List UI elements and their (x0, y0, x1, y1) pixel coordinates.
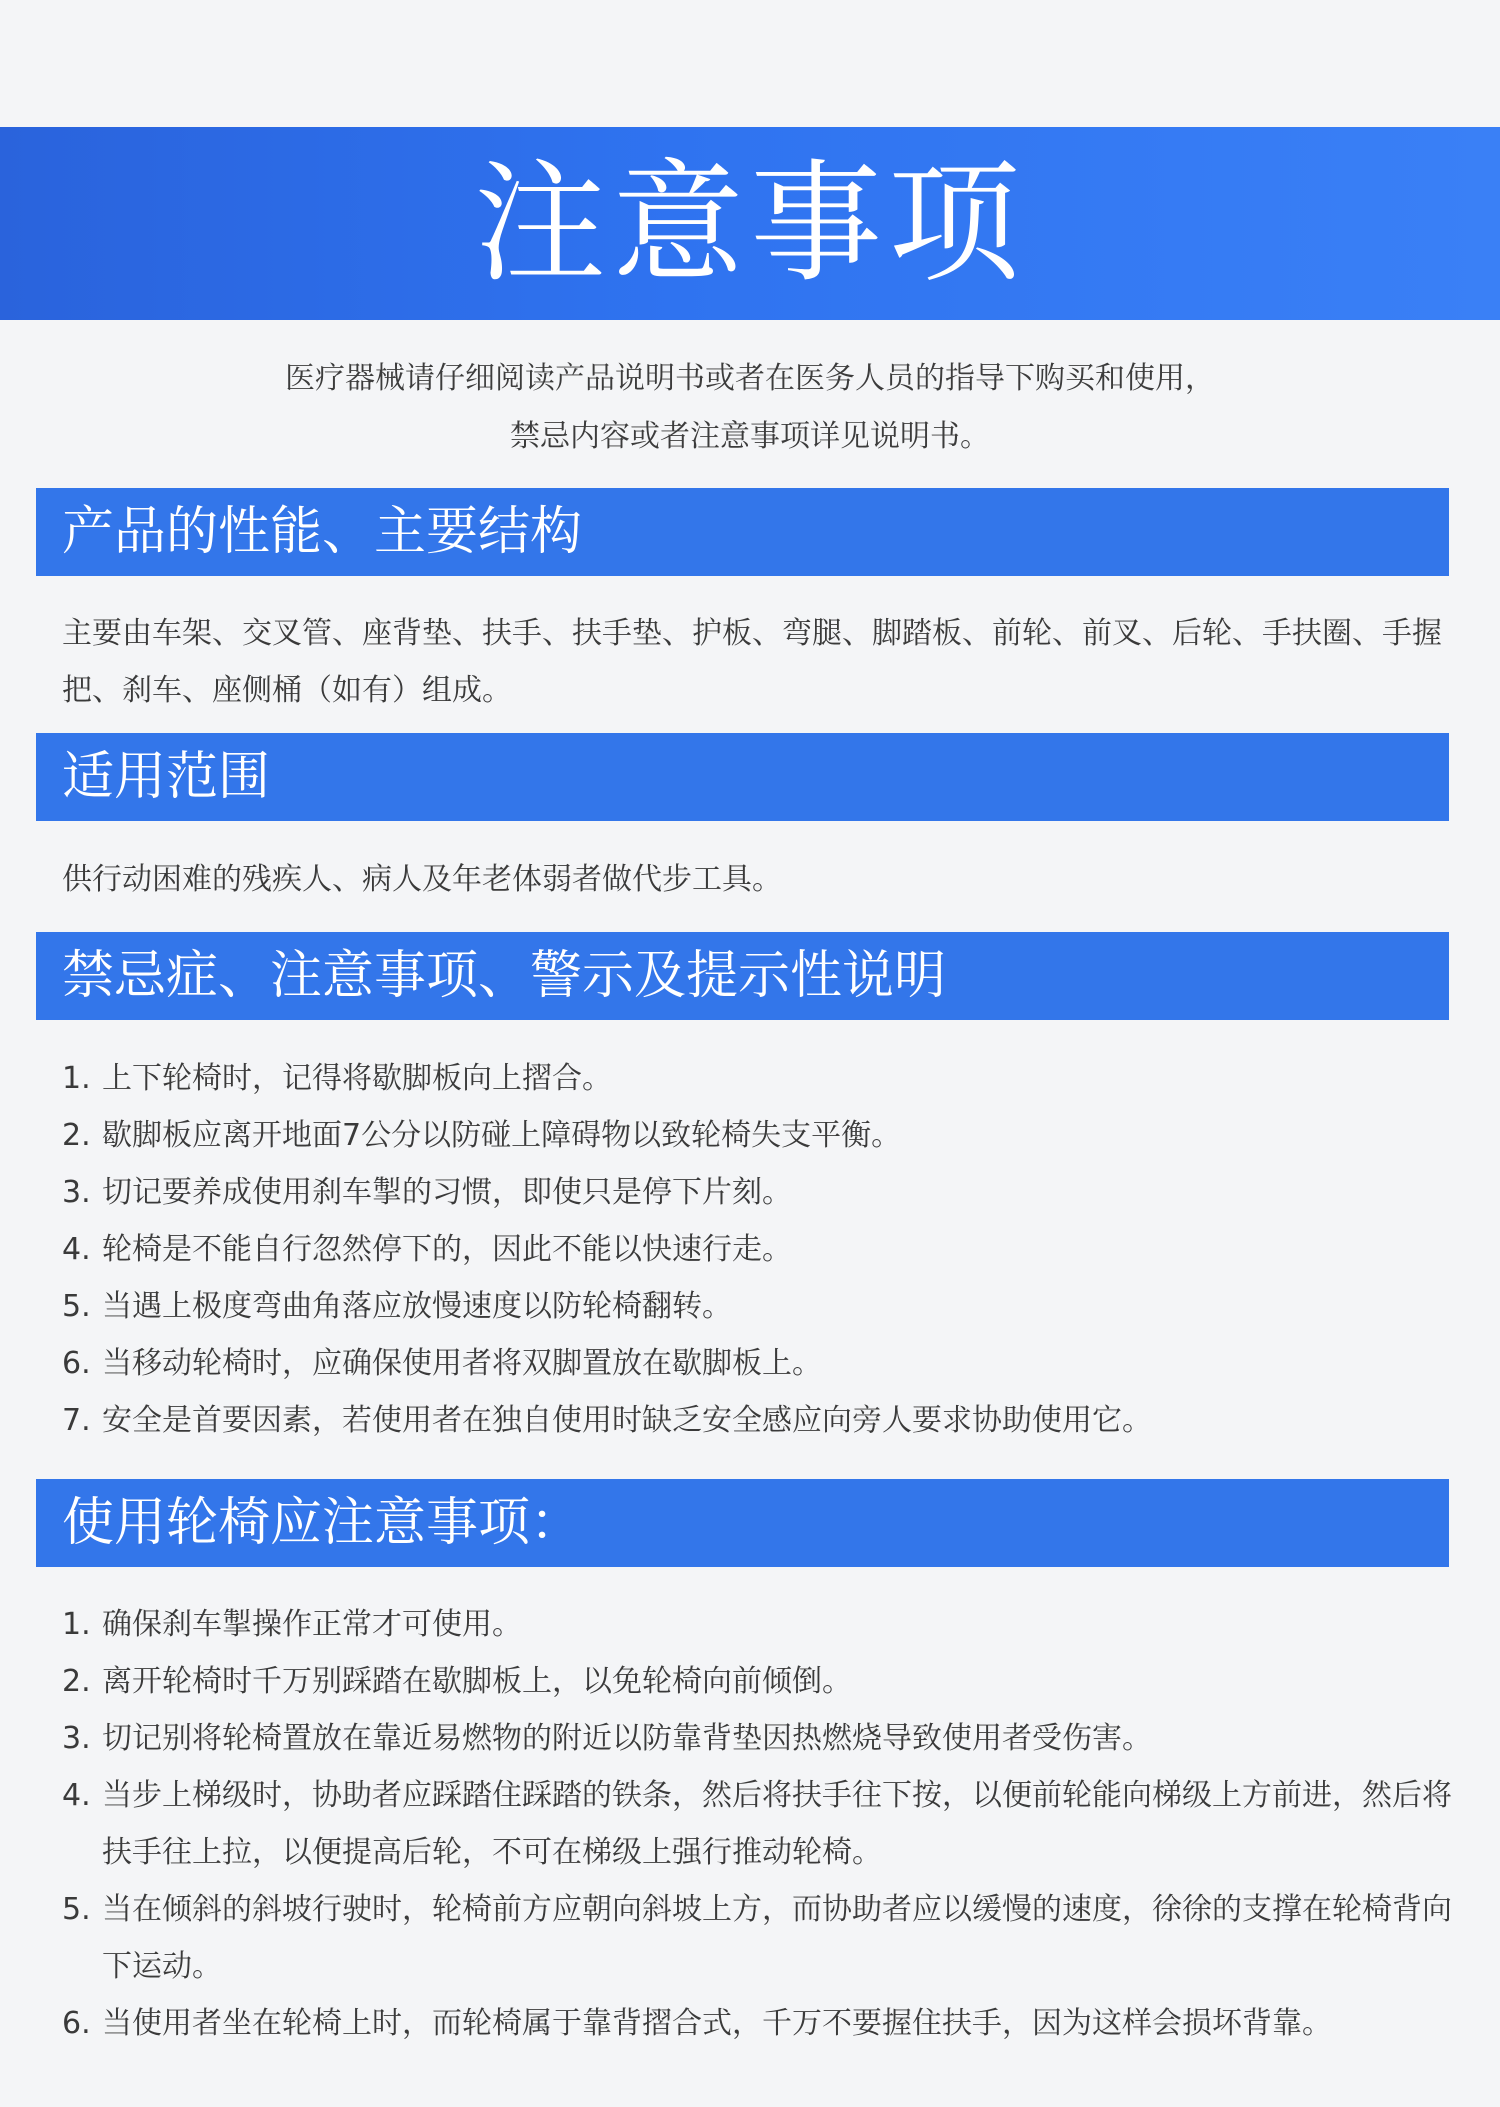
list-item: 6. 当移动轮椅时，应确保使用者将双脚置放在歇脚板上。 (62, 1346, 822, 1381)
list-item: 2. 歇脚板应离开地面7公分以防碰上障碍物以致轮椅失支平衡。 (62, 1118, 902, 1153)
scope-text: 供行动困难的残疾人、病人及年老体弱者做代步工具。 (62, 862, 782, 897)
section-title-scope: 适用范围 (62, 747, 271, 807)
list-item: 4. 当步上梯级时，协助者应踩踏住踩踏的铁条，然后将扶手往下按，以便前轮能向梯级上方前进，然后将扶手往上拉，以便提高后轮，不可在梯级上强行推动轮椅。 (62, 1778, 1452, 1870)
list-item: 1. 确保刹车掣操作正常才可使用。 (62, 1607, 522, 1642)
intro-line-2: 禁忌内容或者注意事项详见说明书。 (510, 419, 990, 454)
hero-banner (0, 127, 1500, 320)
usage-list (62, 1596, 1452, 2052)
section-header-scope (36, 733, 1449, 821)
section-header-structure (36, 488, 1449, 576)
intro-notice (0, 350, 1500, 466)
list-item: 2. 离开轮椅时千万别踩踏在歇脚板上，以免轮椅向前倾倒。 (62, 1664, 852, 1699)
page-title: 注意事项 (474, 146, 1026, 301)
contraindications-list (62, 1050, 1452, 1449)
section-title-contraindications: 禁忌症、注意事项、警示及提示性说明 (62, 946, 947, 1006)
list-item: 4. 轮椅是不能自行忽然停下的，因此不能以快速行走。 (62, 1232, 792, 1267)
list-item: 6. 当使用者坐在轮椅上时，而轮椅属于靠背摺合式，千万不要握住扶手，因为这样会损坏背靠。 (62, 2006, 1332, 2041)
structure-text: 主要由车架、交叉管、座背垫、扶手、扶手垫、护板、弯腿、脚踏板、前轮、前叉、后轮、手扶圈、手握把、刹车、座侧桶（如有）组成。 (62, 616, 1442, 708)
list-item: 5. 当在倾斜的斜坡行驶时，轮椅前方应朝向斜坡上方，而协助者应以缓慢的速度，徐徐的支撑在轮椅背向下运动。 (62, 1892, 1452, 1984)
section-header-usage (36, 1479, 1449, 1567)
section-title-structure: 产品的性能、主要结构 (62, 502, 583, 562)
list-item: 3. 切记要养成使用刹车掣的习惯，即使只是停下片刻。 (62, 1175, 792, 1210)
section-header-contraindications (36, 932, 1449, 1020)
list-item: 1. 上下轮椅时，记得将歇脚板向上摺合。 (62, 1061, 612, 1096)
list-item: 3. 切记别将轮椅置放在靠近易燃物的附近以防靠背垫因热燃烧导致使用者受伤害。 (62, 1721, 1152, 1756)
section-title-usage: 使用轮椅应注意事项： (62, 1493, 583, 1553)
list-item: 7. 安全是首要因素，若使用者在独自使用时缺乏安全感应向旁人要求协助使用它。 (62, 1403, 1152, 1438)
list-item: 5. 当遇上极度弯曲角落应放慢速度以防轮椅翻转。 (62, 1289, 732, 1324)
intro-line-1: 医疗器械请仔细阅读产品说明书或者在医务人员的指导下购买和使用， (285, 361, 1215, 396)
